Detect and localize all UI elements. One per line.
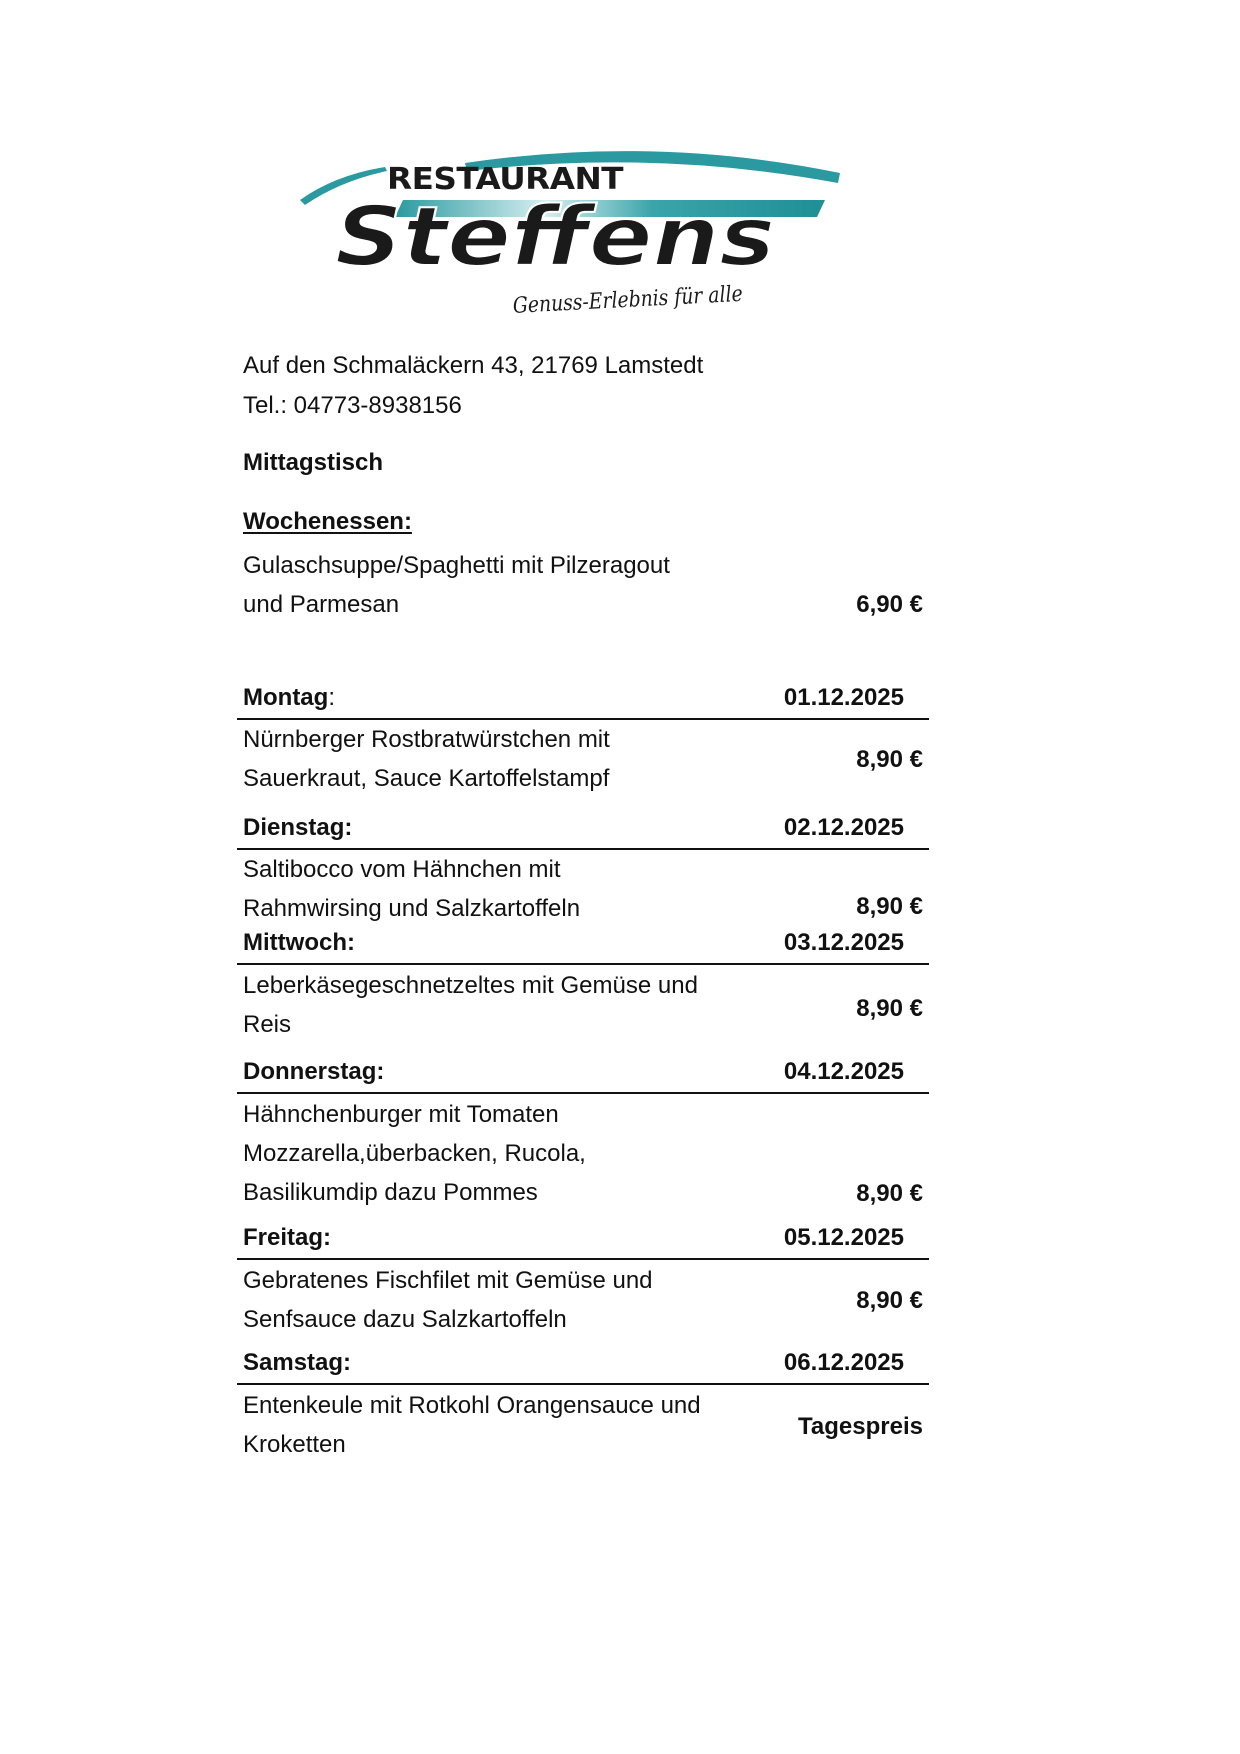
price-donnerstag: 8,90 € — [856, 1180, 923, 1207]
day-date: 02.12.2025 — [783, 814, 904, 841]
dish-line: Saltibocco vom Hähnchen mit — [243, 856, 561, 883]
weekly-dish — [243, 546, 670, 624]
weekly-dish-line: Gulaschsuppe/Spaghetti mit Pilzeragout — [243, 552, 670, 579]
day-name: Samstag: — [243, 1349, 352, 1376]
weekly-dish-line: und Parmesan — [243, 591, 400, 618]
day-header-donnerstag — [237, 1056, 929, 1094]
weekly-price: 6,90 € — [856, 591, 923, 618]
dish-line: Senfsauce dazu Salzkartoffeln — [243, 1306, 567, 1333]
day-name: Mittwoch: — [243, 929, 355, 956]
price-freitag: 8,90 € — [856, 1287, 923, 1314]
day-date: 01.12.2025 — [783, 684, 904, 711]
day-name: Donnerstag: — [243, 1058, 385, 1085]
dish-line: Gebratenes Fischfilet mit Gemüse und — [243, 1267, 653, 1294]
day-date: 03.12.2025 — [783, 929, 904, 956]
dish-line: Reis — [243, 1011, 292, 1038]
day-header-freitag — [237, 1222, 929, 1260]
dish-mittwoch — [243, 966, 698, 1044]
dish-line: Leberkäsegeschnetzeltes mit Gemüse und — [243, 972, 698, 999]
day-header-montag — [237, 682, 929, 720]
dish-montag — [243, 720, 610, 798]
day-date: 06.12.2025 — [783, 1349, 904, 1376]
logo-restaurant-text: RESTAURANT — [387, 162, 625, 197]
dish-samstag — [243, 1386, 701, 1464]
day-date: 05.12.2025 — [783, 1224, 904, 1251]
dish-line: Sauerkraut, Sauce Kartoffelstampf — [243, 765, 610, 792]
price-samstag: Tagespreis — [798, 1413, 923, 1440]
dish-freitag — [243, 1261, 653, 1339]
dish-line: Basilikumdip dazu Pommes — [243, 1179, 538, 1206]
dish-line: Entenkeule mit Rotkohl Orangensauce und — [243, 1392, 701, 1419]
day-name: Montag: — [243, 684, 335, 711]
day-name: Dienstag: — [243, 814, 353, 841]
day-header-dienstag — [237, 812, 929, 850]
day-name: Freitag: — [243, 1224, 332, 1251]
logo-slogan-text: Genuss-Erlebnis für alle — [512, 279, 783, 319]
phone-text: Tel.: 04773-8938156 — [243, 392, 462, 419]
day-header-mittwoch — [237, 927, 929, 965]
weekly-heading: Wochenessen: — [243, 508, 412, 535]
day-date: 04.12.2025 — [783, 1058, 904, 1085]
logo-name-text: Steffens — [335, 190, 775, 285]
dish-line: Kroketten — [243, 1431, 346, 1458]
restaurant-logo — [295, 145, 855, 340]
day-header-samstag — [237, 1347, 929, 1385]
dish-line: Hähnchenburger mit Tomaten — [243, 1101, 559, 1128]
dish-line: Rahmwirsing und Salzkartoffeln — [243, 895, 581, 922]
section-title: Mittagstisch — [243, 449, 384, 476]
dish-donnerstag — [243, 1095, 586, 1212]
dish-line: Nürnberger Rostbratwürstchen mit — [243, 726, 610, 753]
price-mittwoch: 8,90 € — [856, 995, 923, 1022]
price-dienstag: 8,90 € — [856, 893, 923, 920]
address-text: Auf den Schmaläckern 43, 21769 Lamstedt — [243, 352, 704, 379]
dish-line: Mozzarella,überbacken, Rucola, — [243, 1140, 586, 1167]
dish-dienstag — [243, 850, 580, 928]
price-montag: 8,90 € — [856, 746, 923, 773]
